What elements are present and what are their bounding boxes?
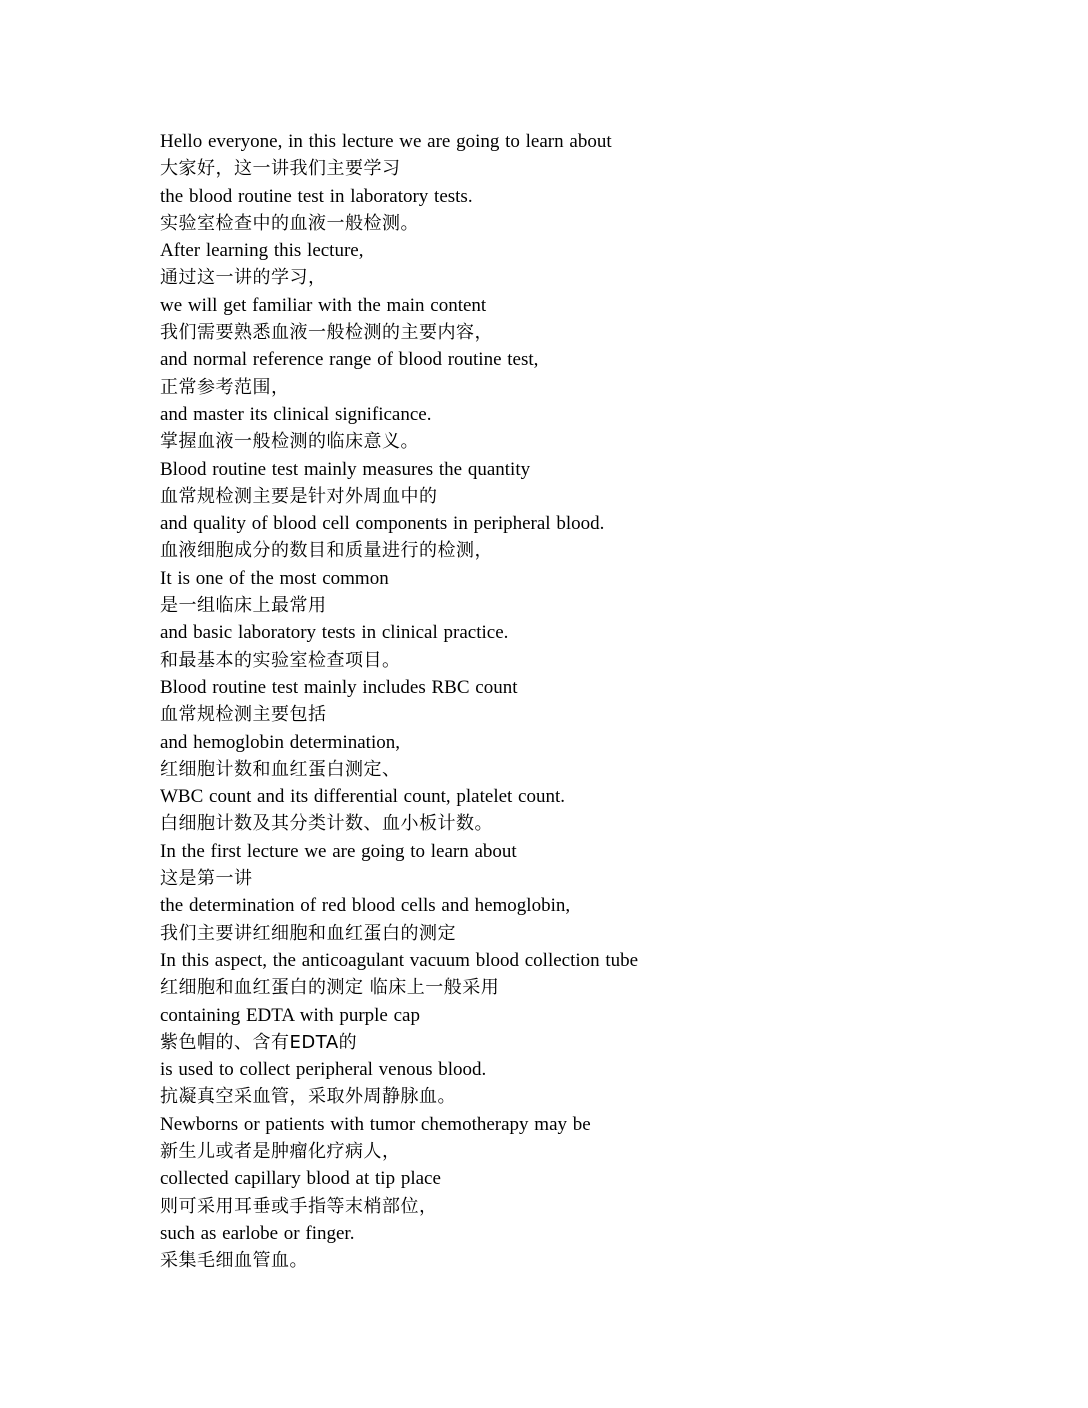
transcript-line-english: Newborns or patients with tumor chemotherapy may be: [160, 1113, 591, 1135]
transcript-line-english: It is one of the most common: [160, 567, 389, 589]
transcript-line-chinese: 通过这一讲的学习，: [160, 267, 327, 289]
transcript-line-english: containing EDTA with purple cap: [160, 1004, 420, 1026]
transcript-line-chinese: 新生儿或者是肿瘤化疗病人，: [160, 1140, 401, 1162]
transcript-line-english: Hello everyone, in this lecture we are going to learn about: [160, 131, 612, 152]
transcript-line-english: and normal reference range of blood routine test,: [160, 349, 539, 371]
transcript-line-english: and hemoglobin determination,: [160, 731, 400, 753]
transcript-line-chinese: 红细胞计数和血红蛋白测定、: [160, 758, 401, 780]
transcript-line-english: Blood routine test mainly includes RBC count: [160, 676, 518, 698]
transcript-line-english: we will get familiar with the main content: [160, 294, 487, 316]
transcript-line-english: and basic laboratory tests in clinical practice.: [160, 622, 509, 644]
transcript-line-english: such as earlobe or finger.: [160, 1222, 355, 1244]
transcript-line-chinese: 我们主要讲红细胞和血红蛋白的测定: [160, 922, 456, 944]
transcript-line-english: the blood routine test in laboratory tests.: [160, 185, 473, 207]
transcript-line-chinese: 是一组临床上最常用: [160, 595, 327, 617]
transcript-line-chinese: 紫色帽的、含有EDTA的: [160, 1031, 358, 1053]
transcript-line-chinese: 血常规检测主要是针对外周血中的: [160, 485, 438, 507]
bilingual-transcript: [160, 128, 1040, 1274]
transcript-line-chinese: 采集毛细血管血。: [160, 1250, 308, 1272]
transcript-line-chinese: 红细胞和血红蛋白的测定 临床上一般采用: [160, 977, 500, 999]
transcript-line-chinese: 掌握血液一般检测的临床意义。: [160, 431, 419, 453]
transcript-line-chinese: 正常参考范围，: [160, 376, 290, 398]
transcript-line-english: In this aspect, the anticoagulant vacuum blood collection tube: [160, 949, 639, 971]
transcript-line-english: is used to collect peripheral venous blood.: [160, 1059, 487, 1081]
transcript-line-chinese: 抗凝真空采血管，采取外周静脉血。: [160, 1086, 456, 1108]
transcript-line-english: Blood routine test mainly measures the quantity: [160, 458, 531, 480]
transcript-line-chinese: 白细胞计数及其分类计数、血小板计数。: [160, 813, 493, 835]
transcript-line-chinese: 血常规检测主要包括: [160, 704, 327, 726]
transcript-line-english: the determination of red blood cells and hemoglobin,: [160, 895, 571, 917]
transcript-line-chinese: 这是第一讲: [160, 868, 253, 890]
transcript-line-chinese: 则可采用耳垂或手指等末梢部位，: [160, 1195, 438, 1217]
transcript-line-chinese: 大家好，这一讲我们主要学习: [160, 158, 401, 180]
transcript-line-english: and quality of blood cell components in peripheral blood.: [160, 513, 605, 535]
transcript-line-chinese: 我们需要熟悉血液一般检测的主要内容，: [160, 322, 493, 344]
transcript-line-chinese: 血液细胞成分的数目和质量进行的检测，: [160, 540, 493, 562]
transcript-line-chinese: 实验室检查中的血液一般检测。: [160, 212, 419, 234]
transcript-line-english: WBC count and its differential count, platelet count.: [160, 786, 566, 808]
transcript-line-english: After learning this lecture,: [160, 240, 364, 262]
transcript-line-english: and master its clinical significance.: [160, 403, 432, 425]
transcript-line-english: collected capillary blood at tip place: [160, 1168, 441, 1190]
transcript-line-english: In the first lecture we are going to learn about: [160, 840, 517, 862]
transcript-line-chinese: 和最基本的实验室检查项目。: [160, 649, 401, 671]
